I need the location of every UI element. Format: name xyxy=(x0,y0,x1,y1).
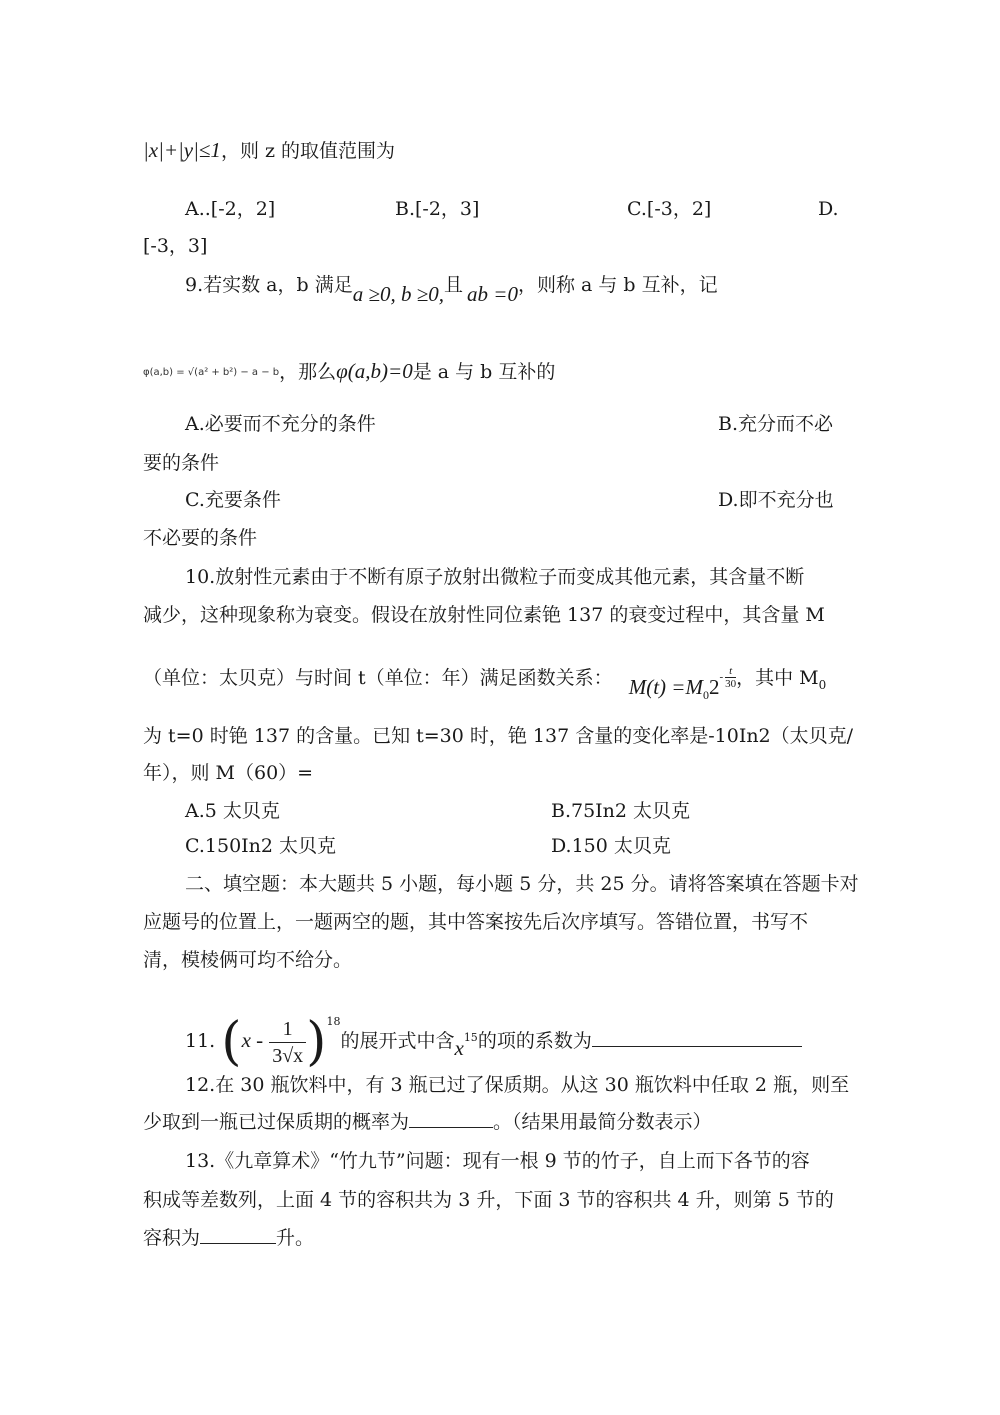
q11-frac-den: 3√x xyxy=(272,1044,304,1067)
q10-line-5: 年），则 M（60）= xyxy=(143,762,314,784)
q11-number: 11. xyxy=(185,1030,216,1052)
q10-line-1: 10.放射性元素由于不断有原子放射出微粒子而变成其他元素，其含量不断 xyxy=(185,566,805,588)
q9-stem-line-2 xyxy=(143,357,555,387)
q13-line-3a: 容积为 xyxy=(143,1227,201,1249)
q12-line-1: 12.在 30 瓶饮料中，有 3 瓶已过了保质期。从这 30 瓶饮料中任取 2 瓶，则至 xyxy=(185,1074,850,1096)
q11-x-power: 15 xyxy=(463,1031,478,1044)
q12-answer-blank[interactable] xyxy=(409,1109,493,1128)
q9-phi-equation: φ(a,b)=0 xyxy=(336,359,413,383)
q10-exp-den: 30 xyxy=(725,677,737,690)
q9-stem-2: ，则称 a 与 b 互补，记 xyxy=(517,274,718,296)
q10-formula-sub: 0 xyxy=(702,688,709,703)
q10-line-3 xyxy=(143,663,827,703)
q11-text-2: 的项的系数为 xyxy=(477,1030,592,1052)
q10-option-a: A.5 太贝克 xyxy=(185,800,280,822)
q11-power: 18 xyxy=(326,1015,341,1028)
q8-option-d-cont: [-3，3] xyxy=(143,235,208,257)
q8-condition-line xyxy=(143,136,395,165)
q10-option-c: C.150In2 太贝克 xyxy=(185,835,337,857)
q8-option-c: C.[-3，2] xyxy=(627,198,712,220)
q10-option-b: B.75In2 太贝克 xyxy=(551,800,691,822)
q13-line-2: 积成等差数列，上面 4 节的容积共为 3 升，下面 3 节的容积共 4 升，则第 5 节的 xyxy=(143,1189,834,1211)
q8-text: ，则 z 的取值范围为 xyxy=(220,140,396,162)
q11-fraction xyxy=(269,1016,306,1069)
q9-option-b-cont: 要的条件 xyxy=(143,452,220,474)
q11-expr-x: x - xyxy=(241,1028,264,1052)
q11-x-var: x xyxy=(454,1036,464,1060)
q11-frac-num: 1 xyxy=(269,1016,306,1043)
q9-option-b: B.充分而不必 xyxy=(718,413,834,435)
q10-exp-fraction xyxy=(725,665,736,690)
q10-line-3-text: （单位：太贝克）与时间 t（单位：年）满足函数关系： xyxy=(143,667,613,689)
q13-line-1: 13.《九章算术》“竹九节”问题：现有一根 9 节的竹子，自上而下各节的容 xyxy=(185,1150,810,1172)
q12-line-2 xyxy=(143,1108,712,1136)
q9-stem-line-1 xyxy=(185,270,718,306)
q12-line-2a: 少取到一瓶已过保质期的概率为 xyxy=(143,1111,410,1133)
q8-option-a: A..[-2，2] xyxy=(185,198,276,220)
q9-condition-2: ab =0 xyxy=(467,282,518,306)
q9-condition-1: a ≥0, b ≥0, xyxy=(352,282,445,306)
q9-stem-4: 是 a 与 b 互补的 xyxy=(412,361,556,383)
q10-formula-exponent xyxy=(719,663,736,691)
q10-line-3-end: ，其中 M xyxy=(736,667,819,689)
q10-option-d: D.150 太贝克 xyxy=(551,835,671,857)
q9-phi-definition-image: φ(a,b) = √(a² + b²) − a − b xyxy=(143,367,280,378)
q11-right-paren: ) xyxy=(306,1012,327,1072)
q13-answer-blank[interactable] xyxy=(200,1225,276,1244)
q9-option-d: D.即不充分也 xyxy=(718,489,834,511)
q9-option-a: A.必要而不充分的条件 xyxy=(185,413,376,435)
q9-option-d-cont: 不必要的条件 xyxy=(143,527,258,549)
q10-exp-sign: - xyxy=(719,671,724,683)
q11-answer-blank[interactable] xyxy=(592,1028,802,1047)
q10-line-2: 减少，这种现象称为衰变。假设在放射性同位素铯 137 的衰变过程中，其含量 M xyxy=(143,604,825,626)
q10-line-4: 为 t=0 时铯 137 的含量。已知 t=30 时，铯 137 含量的变化率是-10In2（太贝克/ xyxy=(143,725,854,747)
q13-line-3b: 升。 xyxy=(276,1227,315,1249)
q10-formula xyxy=(628,664,737,703)
q13-line-3 xyxy=(143,1224,314,1252)
section2-line-3: 清，模棱俩可均不给分。 xyxy=(143,949,353,971)
q10-line-3-end-sub: 0 xyxy=(818,677,827,692)
section2-line-1: 二、填空题：本大题共 5 小题，每小题 5 分，共 25 分。请将答案填在答题卡对 xyxy=(185,873,859,895)
q10-exp-num: t xyxy=(725,665,736,678)
q12-line-2b: 。（结果用最简分数表示） xyxy=(493,1111,712,1133)
q11-left-paren: ( xyxy=(221,1012,242,1072)
q9-stem-1: 9.若实数 a，b 满足 xyxy=(185,274,353,296)
q9-stem-3: ，那么 xyxy=(279,361,337,383)
q10-formula-lhs: M(t) =M xyxy=(628,675,703,699)
q11-text-1: 的展开式中含 xyxy=(340,1030,455,1052)
q8-option-d: D. xyxy=(818,198,839,220)
q9-option-c: C.充要条件 xyxy=(185,489,281,511)
section2-line-2: 应题号的位置上，一题两空的题，其中答案按先后次序填写。答错位置，书写不 xyxy=(143,911,809,933)
q8-formula: |x|+|y|≤1 xyxy=(143,138,221,162)
q10-formula-base: 2 xyxy=(708,675,720,699)
q8-option-b: B.[-2，3] xyxy=(395,198,480,220)
q11-line xyxy=(185,992,802,1071)
q9-qie: 且 xyxy=(444,274,464,296)
